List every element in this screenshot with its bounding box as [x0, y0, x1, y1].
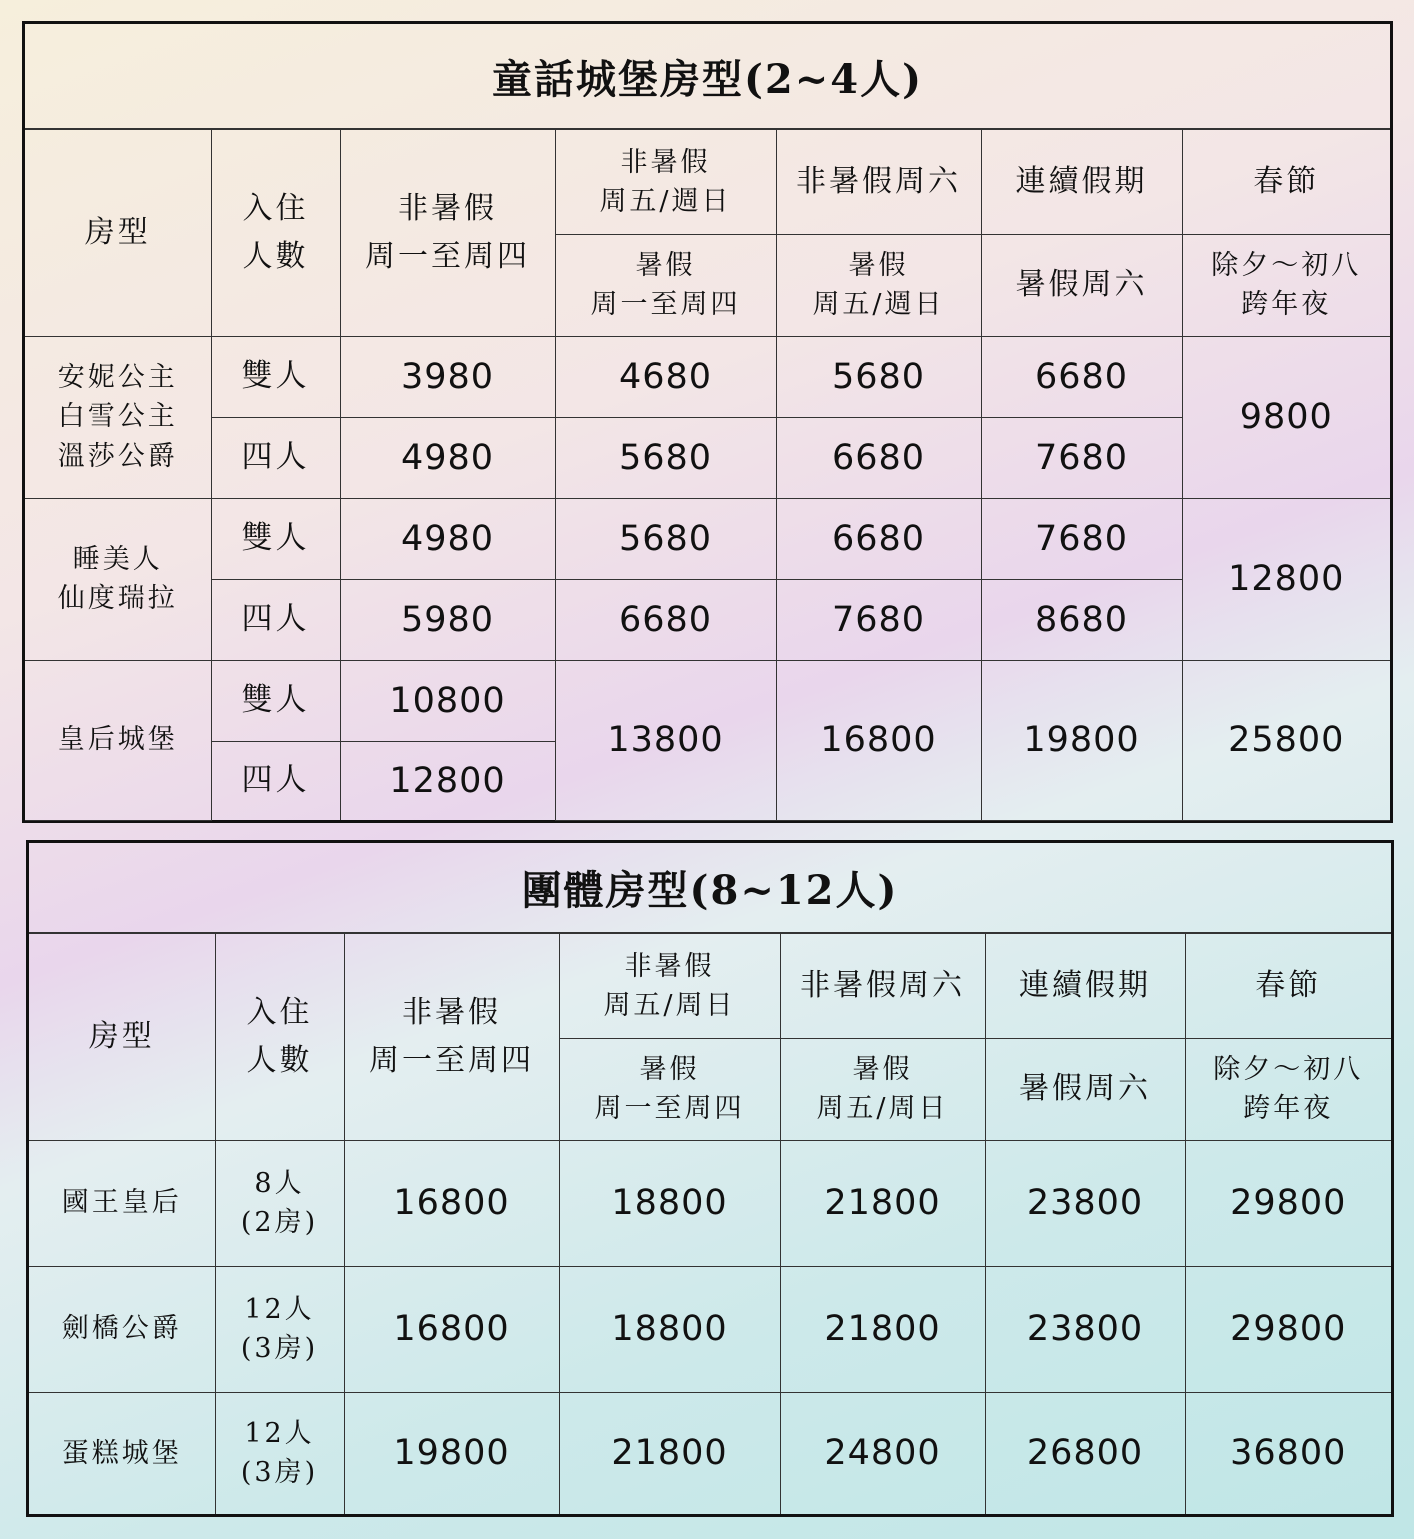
cny-price-cell: 9800: [1182, 336, 1390, 498]
table-row: [29, 1392, 1391, 1514]
table-title: 團體房型(8~12人): [29, 843, 1391, 934]
price-grid: [29, 934, 1391, 1514]
price-grid: [25, 130, 1390, 821]
header-cny-period: 除夕～初八 跨年夜: [1185, 1038, 1391, 1140]
header-offseason-fri-sun: 非暑假 周五/週日: [555, 130, 776, 234]
header-offseason-fri-sun: 非暑假 周五/周日: [559, 934, 780, 1038]
price-cell: 5680: [555, 498, 776, 579]
header-cny: 春節: [1182, 130, 1390, 234]
price-cell: 26800: [985, 1392, 1185, 1514]
price-cell: 3980: [340, 336, 555, 417]
occupancy-cell: 四人: [211, 741, 340, 820]
header-occupancy: 入住 人數: [211, 130, 340, 336]
header-offseason-weekday: 非暑假 周一至周四: [344, 934, 559, 1140]
price-cell: 10800: [340, 660, 555, 741]
room-name-cell: 蛋糕城堡: [29, 1392, 215, 1514]
price-cell: 12800: [340, 741, 555, 820]
cny-price-cell: 36800: [1185, 1392, 1391, 1514]
table-row: [29, 1140, 1391, 1266]
room-name-cell: 劍橋公爵: [29, 1266, 215, 1392]
table-row: [25, 498, 1390, 579]
cny-price-cell: 29800: [1185, 1266, 1391, 1392]
table-row: [29, 1266, 1391, 1392]
price-cell: 7680: [981, 498, 1182, 579]
header-summer-fri-sun: 暑假 周五/週日: [776, 234, 981, 336]
price-cell: 7680: [981, 417, 1182, 498]
price-cell: 18800: [559, 1140, 780, 1266]
price-cell: 23800: [985, 1266, 1185, 1392]
table-title: 童話城堡房型(2~4人): [25, 24, 1390, 130]
price-cell: 6680: [776, 498, 981, 579]
header-cny-period: 除夕～初八 跨年夜: [1182, 234, 1390, 336]
price-cell: 4680: [555, 336, 776, 417]
header-room-type: 房型: [25, 130, 211, 336]
price-cell: 5680: [555, 417, 776, 498]
header-occupancy: 入住 人數: [215, 934, 344, 1140]
price-cell: 16800: [776, 660, 981, 820]
occupancy-cell: 雙人: [211, 660, 340, 741]
price-cell: 4980: [340, 417, 555, 498]
price-cell: 16800: [344, 1140, 559, 1266]
price-cell: 21800: [780, 1140, 985, 1266]
cny-price-cell: 25800: [1182, 660, 1390, 820]
price-cell: 21800: [559, 1392, 780, 1514]
price-cell: 21800: [780, 1266, 985, 1392]
occupancy-cell: 四人: [211, 417, 340, 498]
header-holiday: 連續假期: [985, 934, 1185, 1038]
group-room-price-table: [26, 840, 1394, 1517]
header-offseason-saturday: 非暑假周六: [776, 130, 981, 234]
header-summer-weekday: 暑假 周一至周四: [559, 1038, 780, 1140]
header-summer-saturday: 暑假周六: [981, 234, 1182, 336]
header-offseason-weekday: 非暑假 周一至周四: [340, 130, 555, 336]
occupancy-cell: 雙人: [211, 336, 340, 417]
price-cell: 5980: [340, 579, 555, 660]
header-summer-saturday: 暑假周六: [985, 1038, 1185, 1140]
price-cell: 23800: [985, 1140, 1185, 1266]
header-holiday: 連續假期: [981, 130, 1182, 234]
price-cell: 4980: [340, 498, 555, 579]
price-cell: 24800: [780, 1392, 985, 1514]
price-cell: 6680: [555, 579, 776, 660]
header-summer-fri-sun: 暑假 周五/周日: [780, 1038, 985, 1140]
price-cell: 13800: [555, 660, 776, 820]
header-summer-weekday: 暑假 周一至周四: [555, 234, 776, 336]
occupancy-cell: 12人 (3房): [215, 1266, 344, 1392]
cny-price-cell: 12800: [1182, 498, 1390, 660]
price-cell: 16800: [344, 1266, 559, 1392]
table-row: [25, 660, 1390, 741]
castle-room-price-table: [22, 21, 1393, 823]
header-cny: 春節: [1185, 934, 1391, 1038]
price-cell: 6680: [981, 336, 1182, 417]
room-name-cell: 安妮公主 白雪公主 溫莎公爵: [25, 336, 211, 498]
header-room-type: 房型: [29, 934, 215, 1140]
price-cell: 19800: [981, 660, 1182, 820]
occupancy-cell: 四人: [211, 579, 340, 660]
table-row: [25, 336, 1390, 417]
price-cell: 8680: [981, 579, 1182, 660]
price-cell: 6680: [776, 417, 981, 498]
header-offseason-saturday: 非暑假周六: [780, 934, 985, 1038]
room-name-cell: 睡美人 仙度瑞拉: [25, 498, 211, 660]
occupancy-cell: 8人 (2房): [215, 1140, 344, 1266]
cny-price-cell: 29800: [1185, 1140, 1391, 1266]
price-cell: 19800: [344, 1392, 559, 1514]
room-name-cell: 皇后城堡: [25, 660, 211, 820]
room-name-cell: 國王皇后: [29, 1140, 215, 1266]
price-cell: 18800: [559, 1266, 780, 1392]
price-cell: 5680: [776, 336, 981, 417]
occupancy-cell: 雙人: [211, 498, 340, 579]
price-cell: 7680: [776, 579, 981, 660]
occupancy-cell: 12人 (3房): [215, 1392, 344, 1514]
